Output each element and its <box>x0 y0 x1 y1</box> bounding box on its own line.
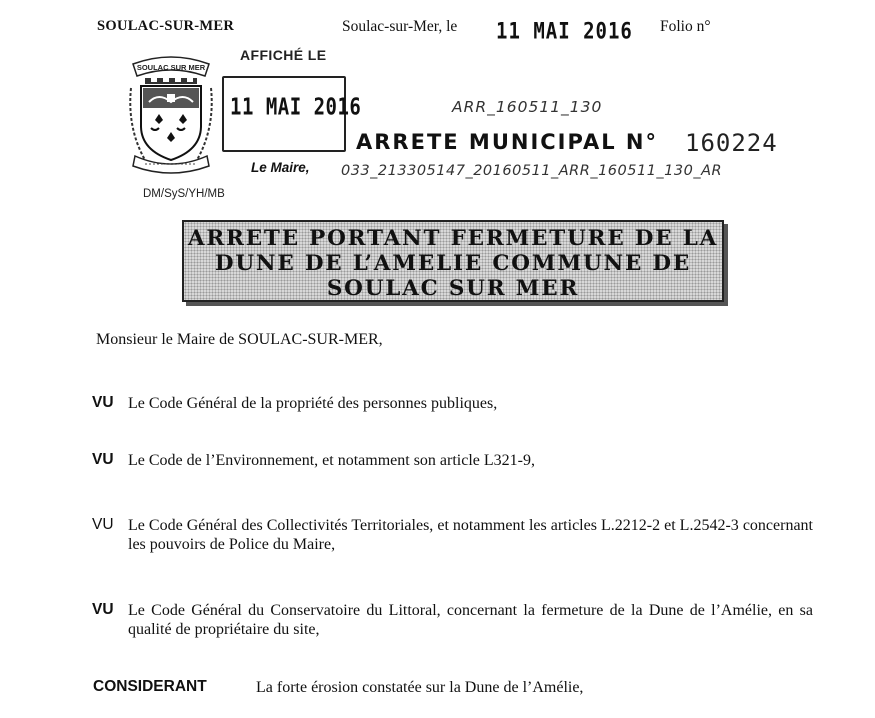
mayor-stamp-label: Le Maire, <box>251 160 310 175</box>
displayed-stamp-date: 11 MAI 2016 <box>230 94 362 121</box>
folio-label: Folio n° <box>660 18 711 35</box>
crest-banner-text: SOULAC SUR MER <box>136 63 206 72</box>
vu-clause: Le Code de l’Environnement, et notamment son article L321-9, <box>128 452 535 469</box>
date-stamp: 11 MAI 2016 <box>496 19 633 45</box>
arrete-number: 160224 <box>685 129 778 157</box>
town-name: SOULAC-SUR-MER <box>97 18 235 34</box>
vu-clause: Le Code Général de la propriété des personnes publiques, <box>128 395 498 412</box>
vu-keyword: VU <box>92 451 114 468</box>
municipal-crest-stamp <box>125 48 217 176</box>
arrete-title: ARRETE MUNICIPAL N° <box>356 130 658 154</box>
author-initials: DM/SyS/YH/MB <box>143 188 225 200</box>
vu-clause: Le Code Général des Collectivités Territoriales, et notamment les articles L.2212-2 et L.2542-3 concernant les pouvoirs de Police du Maire, <box>128 517 813 553</box>
handwritten-act-id: 033_213305147_20160511_ARR_160511_130_AR <box>341 163 723 179</box>
intro-line: Monsieur le Maire de SOULAC-SUR-MER, <box>96 331 383 348</box>
vu-keyword: VU <box>92 394 114 411</box>
decree-title-line: DUNE DE L’AMELIE COMMUNE DE <box>214 251 692 276</box>
handwritten-reference: ARR_160511_130 <box>452 98 603 116</box>
decree-title-line: SOULAC SUR MER <box>326 276 580 301</box>
considerant-keyword: CONSIDERANT <box>93 678 207 695</box>
vu-keyword: VU <box>92 516 114 533</box>
displayed-stamp-label: AFFICHÉ LE <box>240 47 327 63</box>
vu-clause: Le Code Général du Conservatoire du Littoral, concernant la fermeture de la Dune de l’Amélie, en sa qualité de propriétaire du site, <box>128 602 813 638</box>
date-label: Soulac-sur-Mer, le <box>342 18 458 35</box>
decree-title-box <box>182 220 724 302</box>
decree-title-line: ARRETE PORTANT FERMETURE DE LA <box>187 226 719 251</box>
considerant-clause: La forte érosion constatée sur la Dune de l’Amélie, <box>256 679 584 696</box>
vu-keyword: VU <box>92 601 114 618</box>
